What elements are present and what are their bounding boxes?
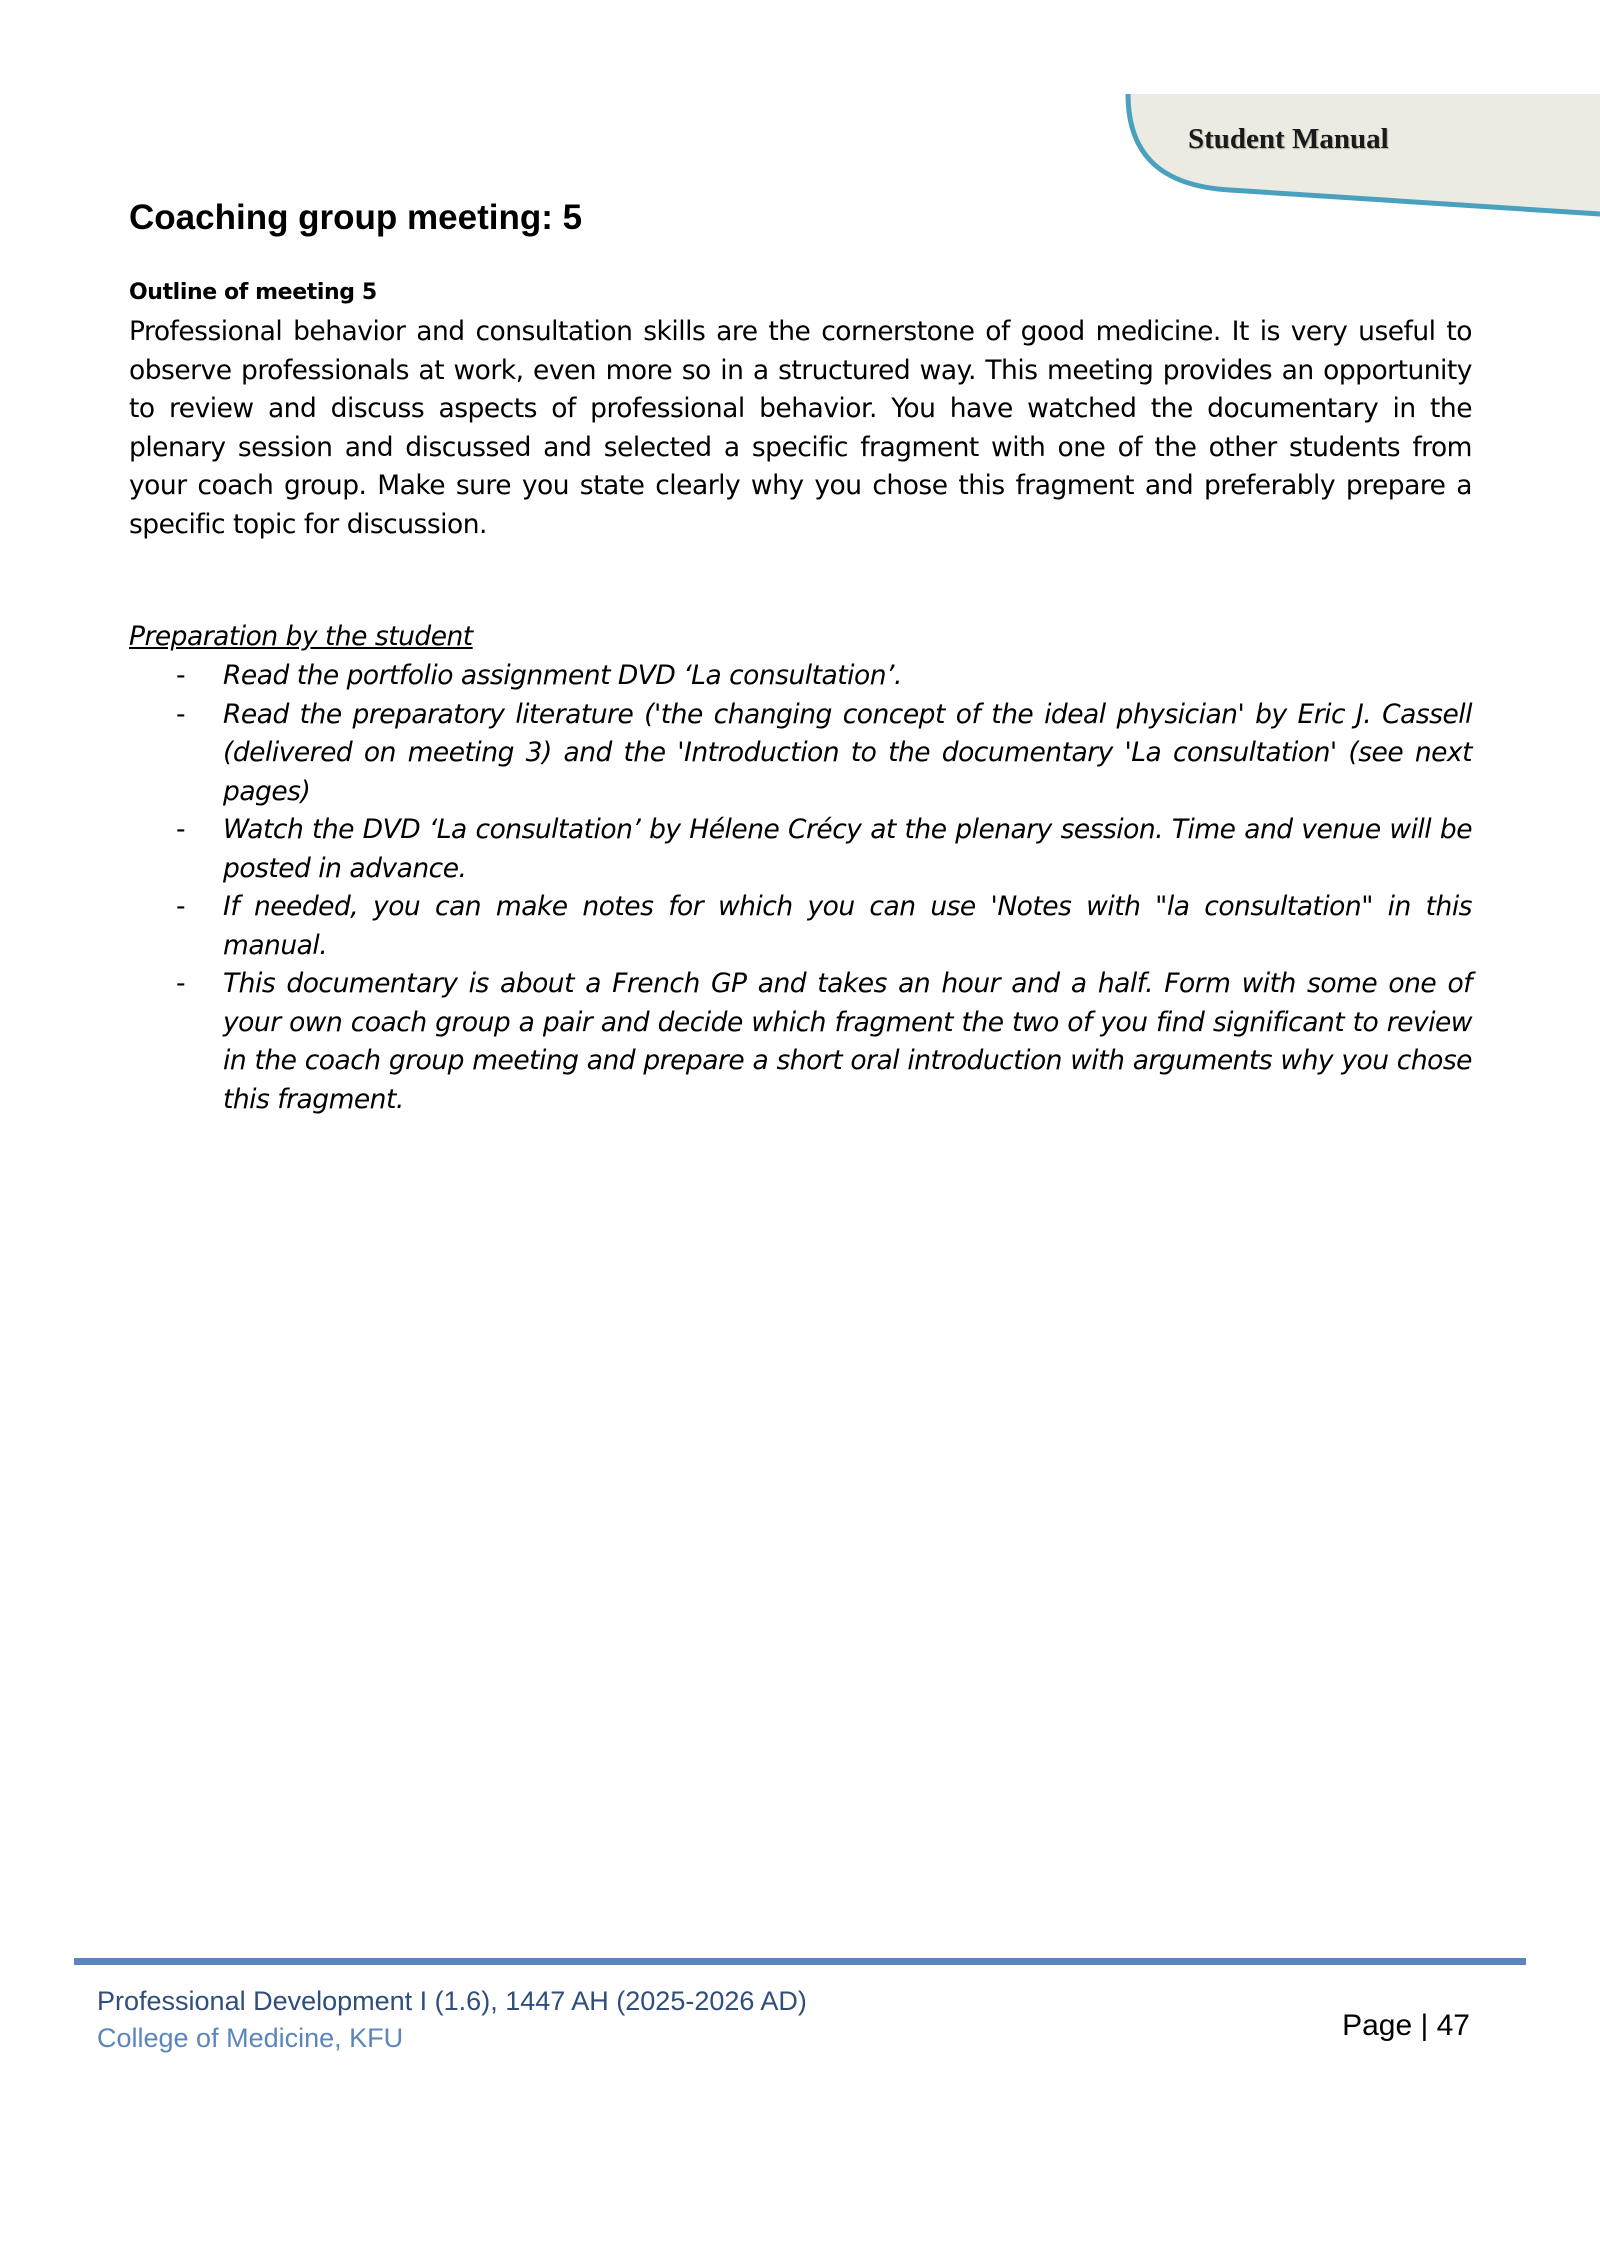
preparation-item-text: If needed, you can make notes for which you can use 'Notes with "la consultation" in this manual.	[223, 891, 1472, 961]
footer-course: Professional Development I (1.6), 1447 AH (2025-2026 AD)	[97, 1986, 807, 2016]
preparation-heading: Preparation by the student	[129, 621, 473, 652]
list-bullet: -	[176, 891, 186, 922]
list-bullet: -	[176, 698, 186, 730]
header-label: Student Manual	[1188, 123, 1389, 155]
list-bullet: -	[176, 814, 186, 845]
outline-paragraph: Professional behavior and consultation skills are the cornerstone of good medicine. It is very useful to observe professionals at work, even more so in a structured way. This meeting provides an opportunity to review and discuss aspects of professional behavior. You have watched the documentary in the plenary session and discussed and selected a specific fragment with one of the other students from your coach group. Make sure you state clearly why you chose this fragment and preferably prepare a specific topic for discussion.	[129, 316, 1472, 540]
preparation-item	[129, 657, 1472, 696]
preparation-item	[129, 888, 1472, 965]
preparation-item-text: Read the preparatory literature ('the changing concept of the ideal physician' by Eric J. Cassell (delivered on meeting 3) and the 'Introduction to the documentary 'La consultation' (see next pages)	[223, 698, 1472, 807]
footer-divider	[74, 1958, 1526, 1965]
list-bullet: -	[176, 968, 186, 999]
page-title: Coaching group meeting: 5	[129, 198, 583, 237]
preparation-item-text: Watch the DVD ‘La consultation’ by Hélene Crécy at the plenary session. Time and venue will be posted in advance.	[223, 814, 1472, 884]
footer-college: College of Medicine, KFU	[97, 2023, 404, 2053]
preparation-item-text: Read the portfolio assignment DVD ‘La consultation’.	[223, 660, 902, 691]
preparation-item-text: This documentary is about a French GP and takes an hour and a half. Form with some one of your own coach group a pair and decide which fragment the two of you find significant to review in the coach group meeting and prepare a short oral introduction with arguments why you chose this fragment.	[223, 968, 1472, 1115]
outline-heading: Outline of meeting 5	[129, 280, 377, 305]
header-tab	[1120, 94, 1600, 224]
preparation-item	[129, 696, 1472, 812]
preparation-item	[129, 965, 1472, 1119]
page-number: Page | 47	[1342, 2009, 1470, 2042]
preparation-list	[129, 657, 1472, 1119]
list-bullet: -	[176, 660, 186, 691]
preparation-item	[129, 811, 1472, 888]
header-tab-shape	[1120, 94, 1600, 224]
